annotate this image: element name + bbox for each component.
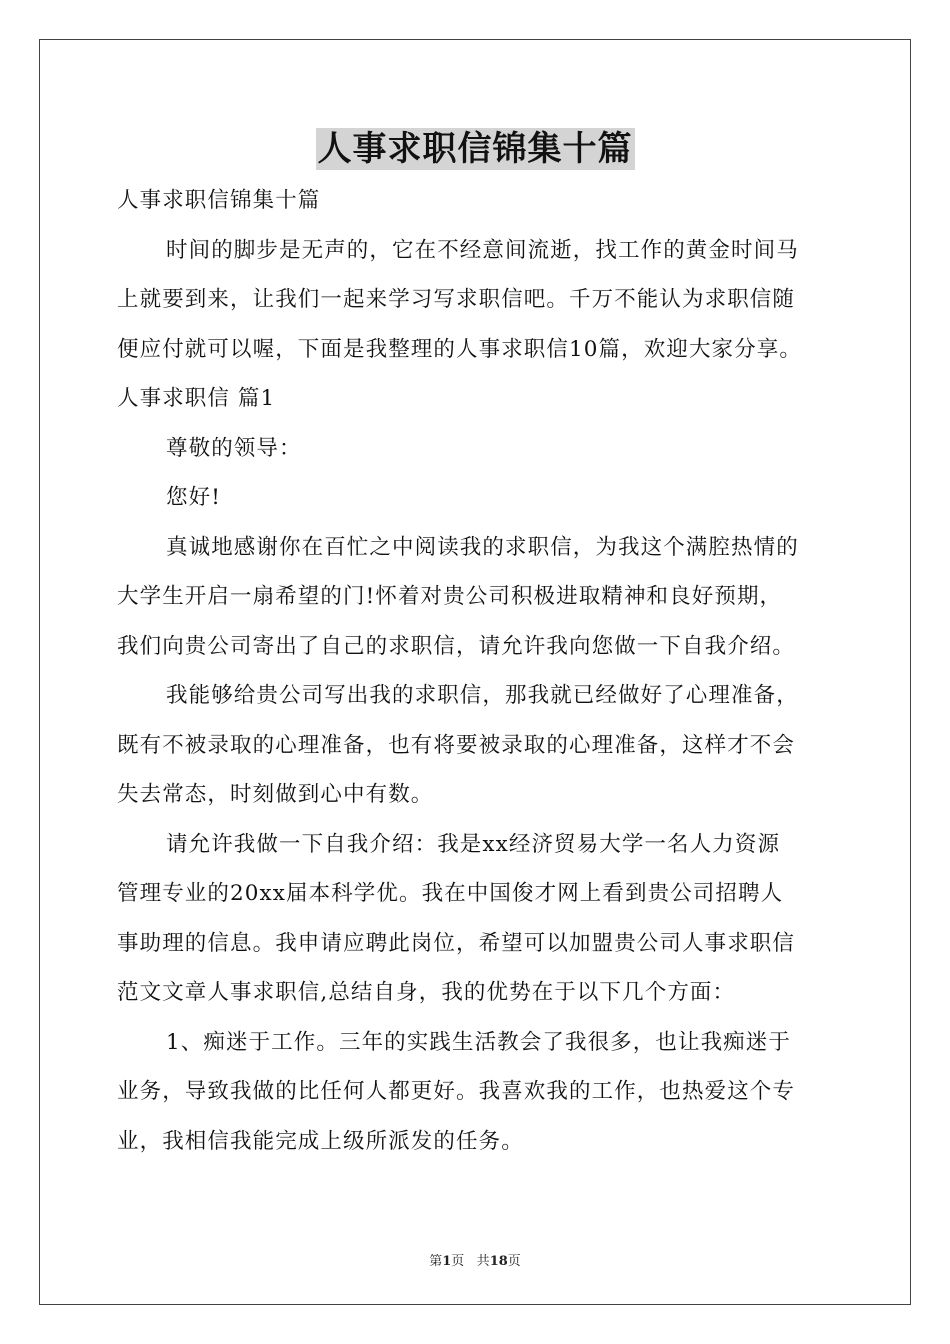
text-line: 范文文章人事求职信,总结自身，我的优势在于以下几个方面： [117, 980, 736, 1005]
text-line: 您好! [166, 485, 221, 510]
text-line: 我们向贵公司寄出了自己的求职信，请允许我向您做一下自我介绍。 [117, 633, 796, 659]
page-suffix: 页 [451, 1254, 465, 1269]
text-line: 事助理的信息。我申请应聘此岗位，希望可以加盟贵公司人事求职信 [117, 930, 796, 956]
document-title: 人事求职信锦集十篇 [317, 129, 633, 169]
text-line: 真诚地感谢你在百忙之中阅读我的求职信，为我这个满腔热情的 [166, 534, 799, 560]
page-number: 1 [442, 1254, 452, 1269]
document-body [117, 176, 833, 1166]
text-line: 我能够给贵公司写出我的求职信，那我就已经做好了心理准备， [166, 683, 799, 708]
text-line: 业，我相信我能完成上级所派发的任务。 [117, 1128, 524, 1154]
total-prefix: 共 [476, 1254, 490, 1269]
text-line: 管理专业的20xx届本科学优。我在中国俊才网上看到贵公司招聘人 [117, 881, 784, 906]
title-wrapper [0, 128, 950, 170]
text-line: 上就要到来，让我们一起来学习写求职信吧。千万不能认为求职信随 [117, 287, 796, 312]
text-line: 尊敬的领导： [166, 435, 302, 461]
page-prefix: 第 [429, 1254, 443, 1269]
text-line: 失去常态，时刻做到心中有数。 [117, 782, 434, 807]
text-line: 大学生开启一扇希望的门!怀着对贵公司积极进取精神和良好预期， [117, 584, 783, 609]
text-line: 人事求职信锦集十篇 [117, 188, 321, 213]
total-pages: 18 [489, 1254, 508, 1269]
total-suffix: 页 [507, 1254, 521, 1269]
text-line: 业务，导致我做的比任何人都更好。我喜欢我的工作，也热爱这个专 [117, 1079, 796, 1104]
page-footer [0, 1250, 950, 1269]
text-line: 既有不被录取的心理准备，也有将要被录取的心理准备，这样才不会 [117, 732, 796, 758]
text-line: 人事求职信 篇1 [117, 386, 276, 411]
text-line: 请允许我做一下自我介绍：我是xx经济贸易大学一名人力资源 [166, 831, 781, 857]
text-line: 时间的脚步是无声的，它在不经意间流逝，找工作的黄金时间马 [166, 237, 799, 263]
text-line: 便应付就可以喔，下面是我整理的人事求职信10篇，欢迎大家分享。 [117, 336, 802, 362]
text-line: 1、痴迷于工作。三年的实践生活教会了我很多，也让我痴迷于 [166, 1029, 791, 1055]
